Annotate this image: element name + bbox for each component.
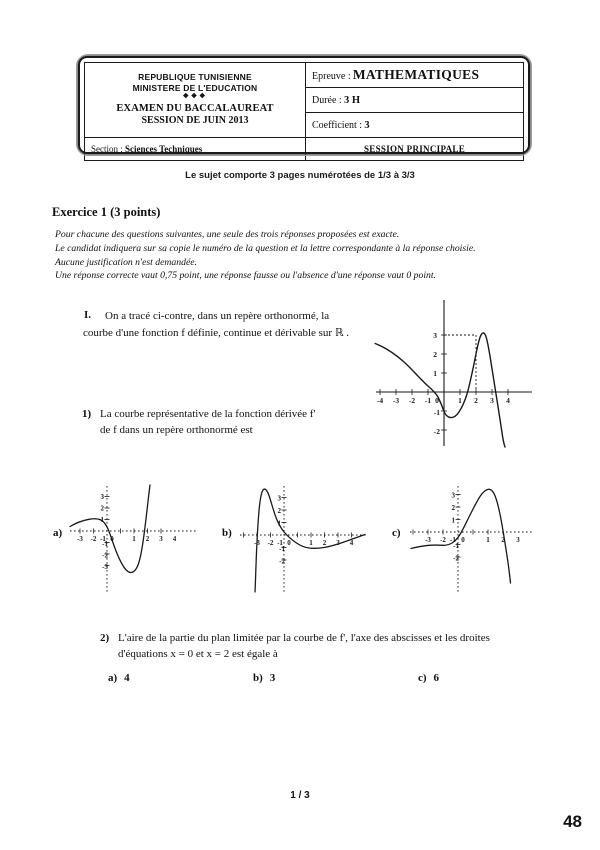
xtick-neg1: -1 [424, 396, 432, 405]
part-1-line-2: courbe d'une fonction f définie, continue et dérivable sur ℝ . [83, 326, 350, 339]
chart-choice-b[interactable] [238, 484, 370, 599]
option-b-letter: b) [253, 672, 263, 684]
coefficient-label: Coefficient : [312, 119, 363, 131]
c-ytick-1: 1 [451, 516, 455, 525]
curve-f-path [375, 333, 505, 447]
a-ytick-neg2: -2 [102, 551, 108, 560]
exercise-instructions [55, 228, 535, 283]
instruction-line-4: Une réponse correcte vaut 0,75 point, une réponse fausse ou l'absence d'une réponse vaut 0 point. [55, 270, 436, 282]
header-country-line: REPUBLIQUE TUNISIENNE [138, 72, 252, 83]
question-2-statement [118, 631, 528, 663]
c-xtick-3: 3 [516, 536, 520, 544]
header-ministry-line: MINISTERE DE L'EDUCATION [132, 82, 258, 93]
header-session-line: SESSION DE JUIN 2013 [141, 115, 249, 127]
header-section-cell [85, 138, 306, 161]
xtick-neg4: -4 [376, 396, 384, 405]
a-xtick-2: 2 [145, 535, 150, 543]
xtick-neg2: -2 [408, 396, 416, 405]
b-ytick-1: 1 [277, 519, 281, 528]
exam-header-box [78, 56, 530, 154]
choice-letter-c[interactable]: c) [392, 527, 401, 539]
chart-curve-of-f-svg [374, 296, 534, 448]
b-xtick-2: 2 [322, 539, 327, 547]
choice-letter-a[interactable]: a) [53, 527, 63, 539]
pages-notice: Le sujet comporte 3 pages numérotées de 1/3 à 3/3 [185, 170, 415, 181]
option-c-value: 6 [433, 672, 440, 684]
b-origin: 0 [287, 539, 291, 547]
diamond-separator-icon: ❖❖❖ [182, 93, 208, 101]
duration-label: Durée : [312, 94, 342, 106]
xtick-3: 3 [490, 396, 494, 405]
header-session-cell: SESSION PRINCIPALE [306, 138, 524, 161]
a-xtick-neg2: -2 [90, 535, 97, 543]
header-institution-block [85, 63, 306, 138]
xtick-4: 4 [506, 396, 510, 405]
header-duration-row [306, 88, 524, 113]
option-b-value: 3 [269, 672, 276, 684]
origin-label: 0 [435, 396, 439, 405]
exercise-title: Exercice 1 (3 points) [52, 205, 161, 219]
option-c[interactable] [418, 672, 439, 684]
xtick-1: 1 [458, 396, 462, 405]
ytick-2: 2 [433, 350, 437, 359]
c-xtick-2: 2 [501, 536, 505, 544]
a-xtick-3: 3 [159, 535, 163, 543]
question-1-line-2: de f dans un repère orthonormé est [100, 423, 253, 436]
a-origin: 0 [110, 535, 114, 543]
a-ytick-1: 1 [100, 516, 104, 524]
instruction-line-1: Pour chacune des questions suivantes, une seule des trois réponses proposées est exacte. [55, 229, 400, 240]
question-1-statement [100, 407, 365, 439]
a-ytick-neg3: -3 [102, 563, 108, 571]
page-marker: 1 / 3 [290, 790, 310, 801]
choice-letter-b[interactable]: b) [222, 527, 232, 539]
curve-a-path [70, 485, 150, 573]
chart-choice-a-svg [68, 484, 198, 594]
b-ytick-neg1: -1 [279, 545, 285, 553]
ytick-neg1: -1 [433, 408, 440, 417]
c-xtick-neg1: -1 [450, 536, 456, 544]
c-ytick-neg1: -1 [453, 542, 459, 550]
chart-choice-c-svg [406, 484, 534, 594]
subject-label: Epreuve : [312, 71, 351, 82]
b-xtick-neg1: -1 [277, 539, 283, 547]
b-ytick-3: 3 [277, 494, 281, 503]
exam-header-table [84, 62, 524, 161]
a-xtick-neg1: -1 [100, 535, 106, 543]
a-ytick-neg1: -1 [102, 540, 108, 548]
option-a[interactable] [108, 672, 130, 684]
question-1-line-1: La courbe représentative de la fonction dérivée f' [100, 408, 316, 420]
b-xtick-neg3: -3 [254, 539, 260, 547]
a-ytick-3: 3 [100, 493, 104, 501]
section-value: Sciences Techniques [125, 144, 203, 154]
header-coefficient-row [306, 113, 524, 138]
header-exam-line: EXAMEN DU BACCALAUREAT [116, 103, 274, 115]
b-ytick-2: 2 [277, 507, 281, 515]
b-xtick-3: 3 [336, 539, 340, 547]
c-xtick-neg2: -2 [440, 536, 446, 544]
instruction-line-3: Aucune justification n'est demandée. [55, 256, 197, 268]
chart-choice-c[interactable] [406, 484, 534, 599]
part-1-statement [83, 308, 373, 341]
subject-value: MATHEMATIQUES [352, 67, 480, 82]
c-ytick-neg2: -2 [453, 554, 459, 563]
b-xtick-4: 4 [349, 539, 354, 547]
question-2-line-1: L'aire de la partie du plan limitée par la courbe de f', l'axe des abscisses et les droites [118, 632, 490, 644]
c-xtick-1: 1 [486, 536, 490, 544]
b-xtick-neg2: -2 [267, 539, 274, 547]
a-xtick-1: 1 [132, 535, 136, 543]
question-1-number: 1) [82, 408, 92, 420]
c-ytick-2: 2 [451, 504, 455, 512]
chart-choice-b-svg [238, 484, 370, 594]
option-b[interactable] [253, 672, 275, 684]
corner-page-number: 48 [563, 812, 582, 831]
a-ytick-2: 2 [100, 504, 104, 513]
option-a-value: 4 [124, 672, 130, 684]
part-1-line-1: On a tracé ci-contre, dans un repère orthonormé, la [105, 310, 330, 322]
b-ytick-neg2: -2 [279, 557, 285, 566]
chart-choice-a[interactable] [68, 484, 198, 599]
part-1-number: I. [84, 309, 92, 321]
ytick-1: 1 [433, 369, 437, 378]
ytick-neg2: -2 [433, 427, 440, 436]
option-c-letter: c) [418, 672, 427, 684]
xtick-2: 2 [474, 396, 478, 405]
c-ytick-3: 3 [451, 491, 455, 500]
header-subject-row [306, 63, 524, 88]
coefficient-value: 3 [364, 119, 370, 131]
option-a-letter: a) [108, 672, 118, 684]
question-2-number: 2) [100, 632, 110, 644]
question-2-line-2: d'équations x = 0 et x = 2 est égale à [118, 647, 278, 660]
a-xtick-neg3: -3 [77, 535, 83, 543]
section-label: Section : [91, 144, 123, 154]
c-origin: 0 [461, 536, 465, 544]
instruction-line-2: Le candidat indiquera sur sa copie le numéro de la question et la lettre correspondante à la réponse choisie. [55, 242, 476, 254]
c-xtick-neg3: -3 [425, 536, 431, 544]
a-xtick-4: 4 [172, 535, 177, 543]
xtick-neg3: -3 [392, 396, 400, 405]
duration-value: 3 H [343, 94, 361, 106]
b-xtick-1: 1 [309, 539, 313, 547]
ytick-3: 3 [433, 331, 437, 340]
chart-curve-of-f [374, 296, 534, 453]
